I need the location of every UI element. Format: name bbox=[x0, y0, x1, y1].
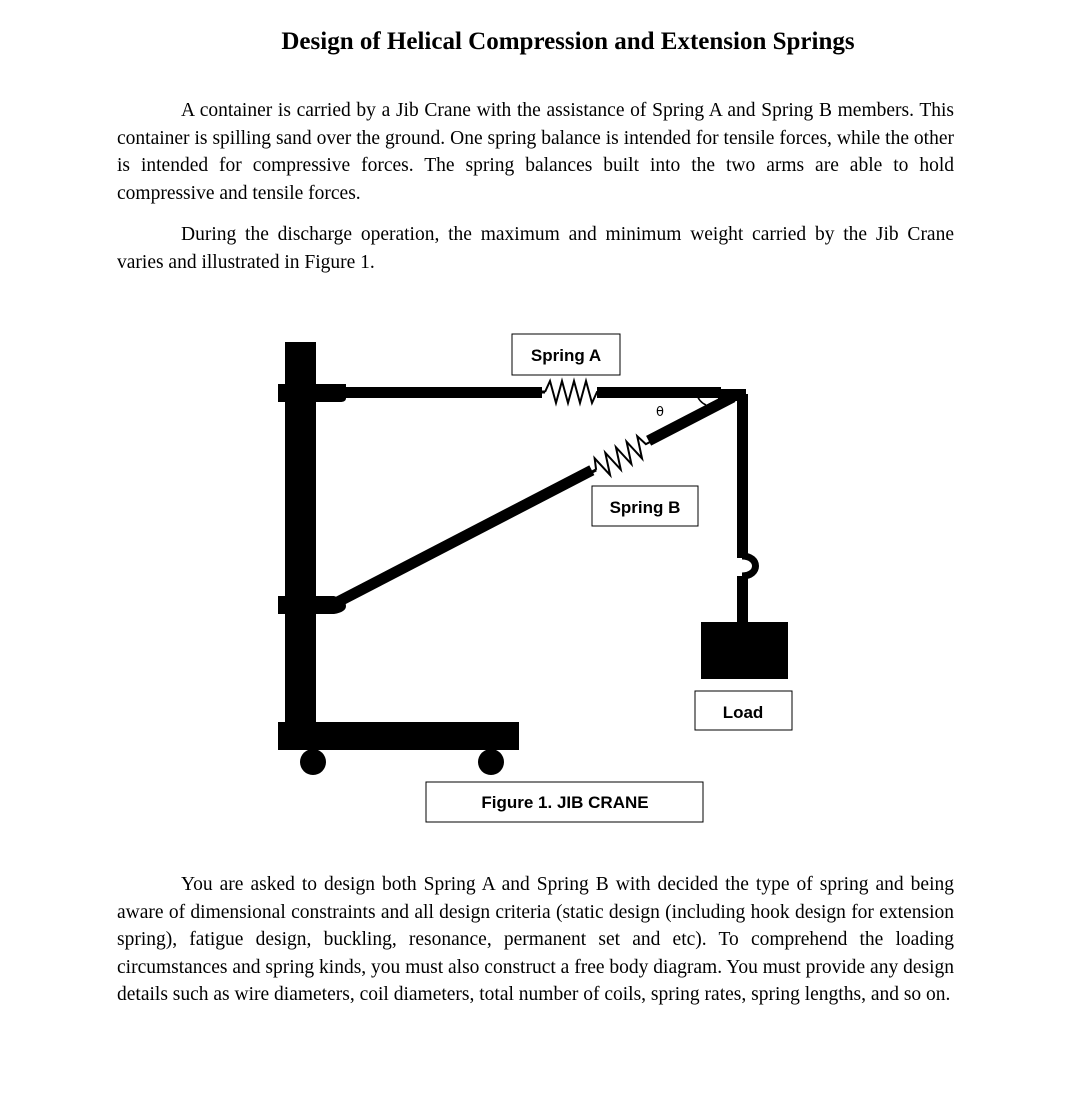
discharge-paragraph: During the discharge operation, the maximum and minimum weight carried by the Jib Crane varies and illustrated in Figure 1. bbox=[117, 224, 954, 273]
hanger-rod bbox=[737, 394, 748, 558]
load-block bbox=[701, 622, 788, 679]
spring-a-label: Spring A bbox=[530, 346, 602, 365]
spring-a-icon bbox=[536, 376, 606, 406]
angle-label: θ bbox=[656, 405, 664, 420]
hook-rod bbox=[737, 576, 748, 624]
jib-crane-diagram bbox=[0, 300, 1080, 840]
task-paragraph: You are asked to design both Spring A and Spring B with decided the type of spring and being aware of dimensional constraints and all design criteria (static design (including hook design for extension spring), fatigue design, buckling, resonance, permanent set and etc). To comprehend the loading circumstances and spring kinds, you must also construct a free body diagram. You must provide any design details such as wire diameters, coil diameters, total number of coils, spring rates, spring lengths, and so on. bbox=[117, 874, 954, 1005]
document-title: Design of Helical Compression and Extension Springs bbox=[281, 28, 855, 55]
left-wheel bbox=[300, 749, 326, 775]
crane-base bbox=[278, 722, 519, 750]
jib-crane-figure bbox=[0, 300, 1080, 840]
horizontal-arm bbox=[316, 387, 721, 398]
hook-icon bbox=[742, 556, 756, 576]
spring-b-label: Spring B bbox=[609, 498, 681, 517]
right-wheel bbox=[478, 749, 504, 775]
figure-caption: Figure 1. JIB CRANE bbox=[481, 793, 649, 812]
crane-mast bbox=[285, 342, 316, 750]
intro-paragraph: A container is carried by a Jib Crane with the assistance of Spring A and Spring B members. This container is spilling sand over the ground. One spring balance is intended for tensile forces, while the other is intended for compressive forces. The spring balances built into the two arms are able to hold compressive and tensile forces. bbox=[117, 100, 954, 204]
load-label: Load bbox=[722, 703, 764, 722]
